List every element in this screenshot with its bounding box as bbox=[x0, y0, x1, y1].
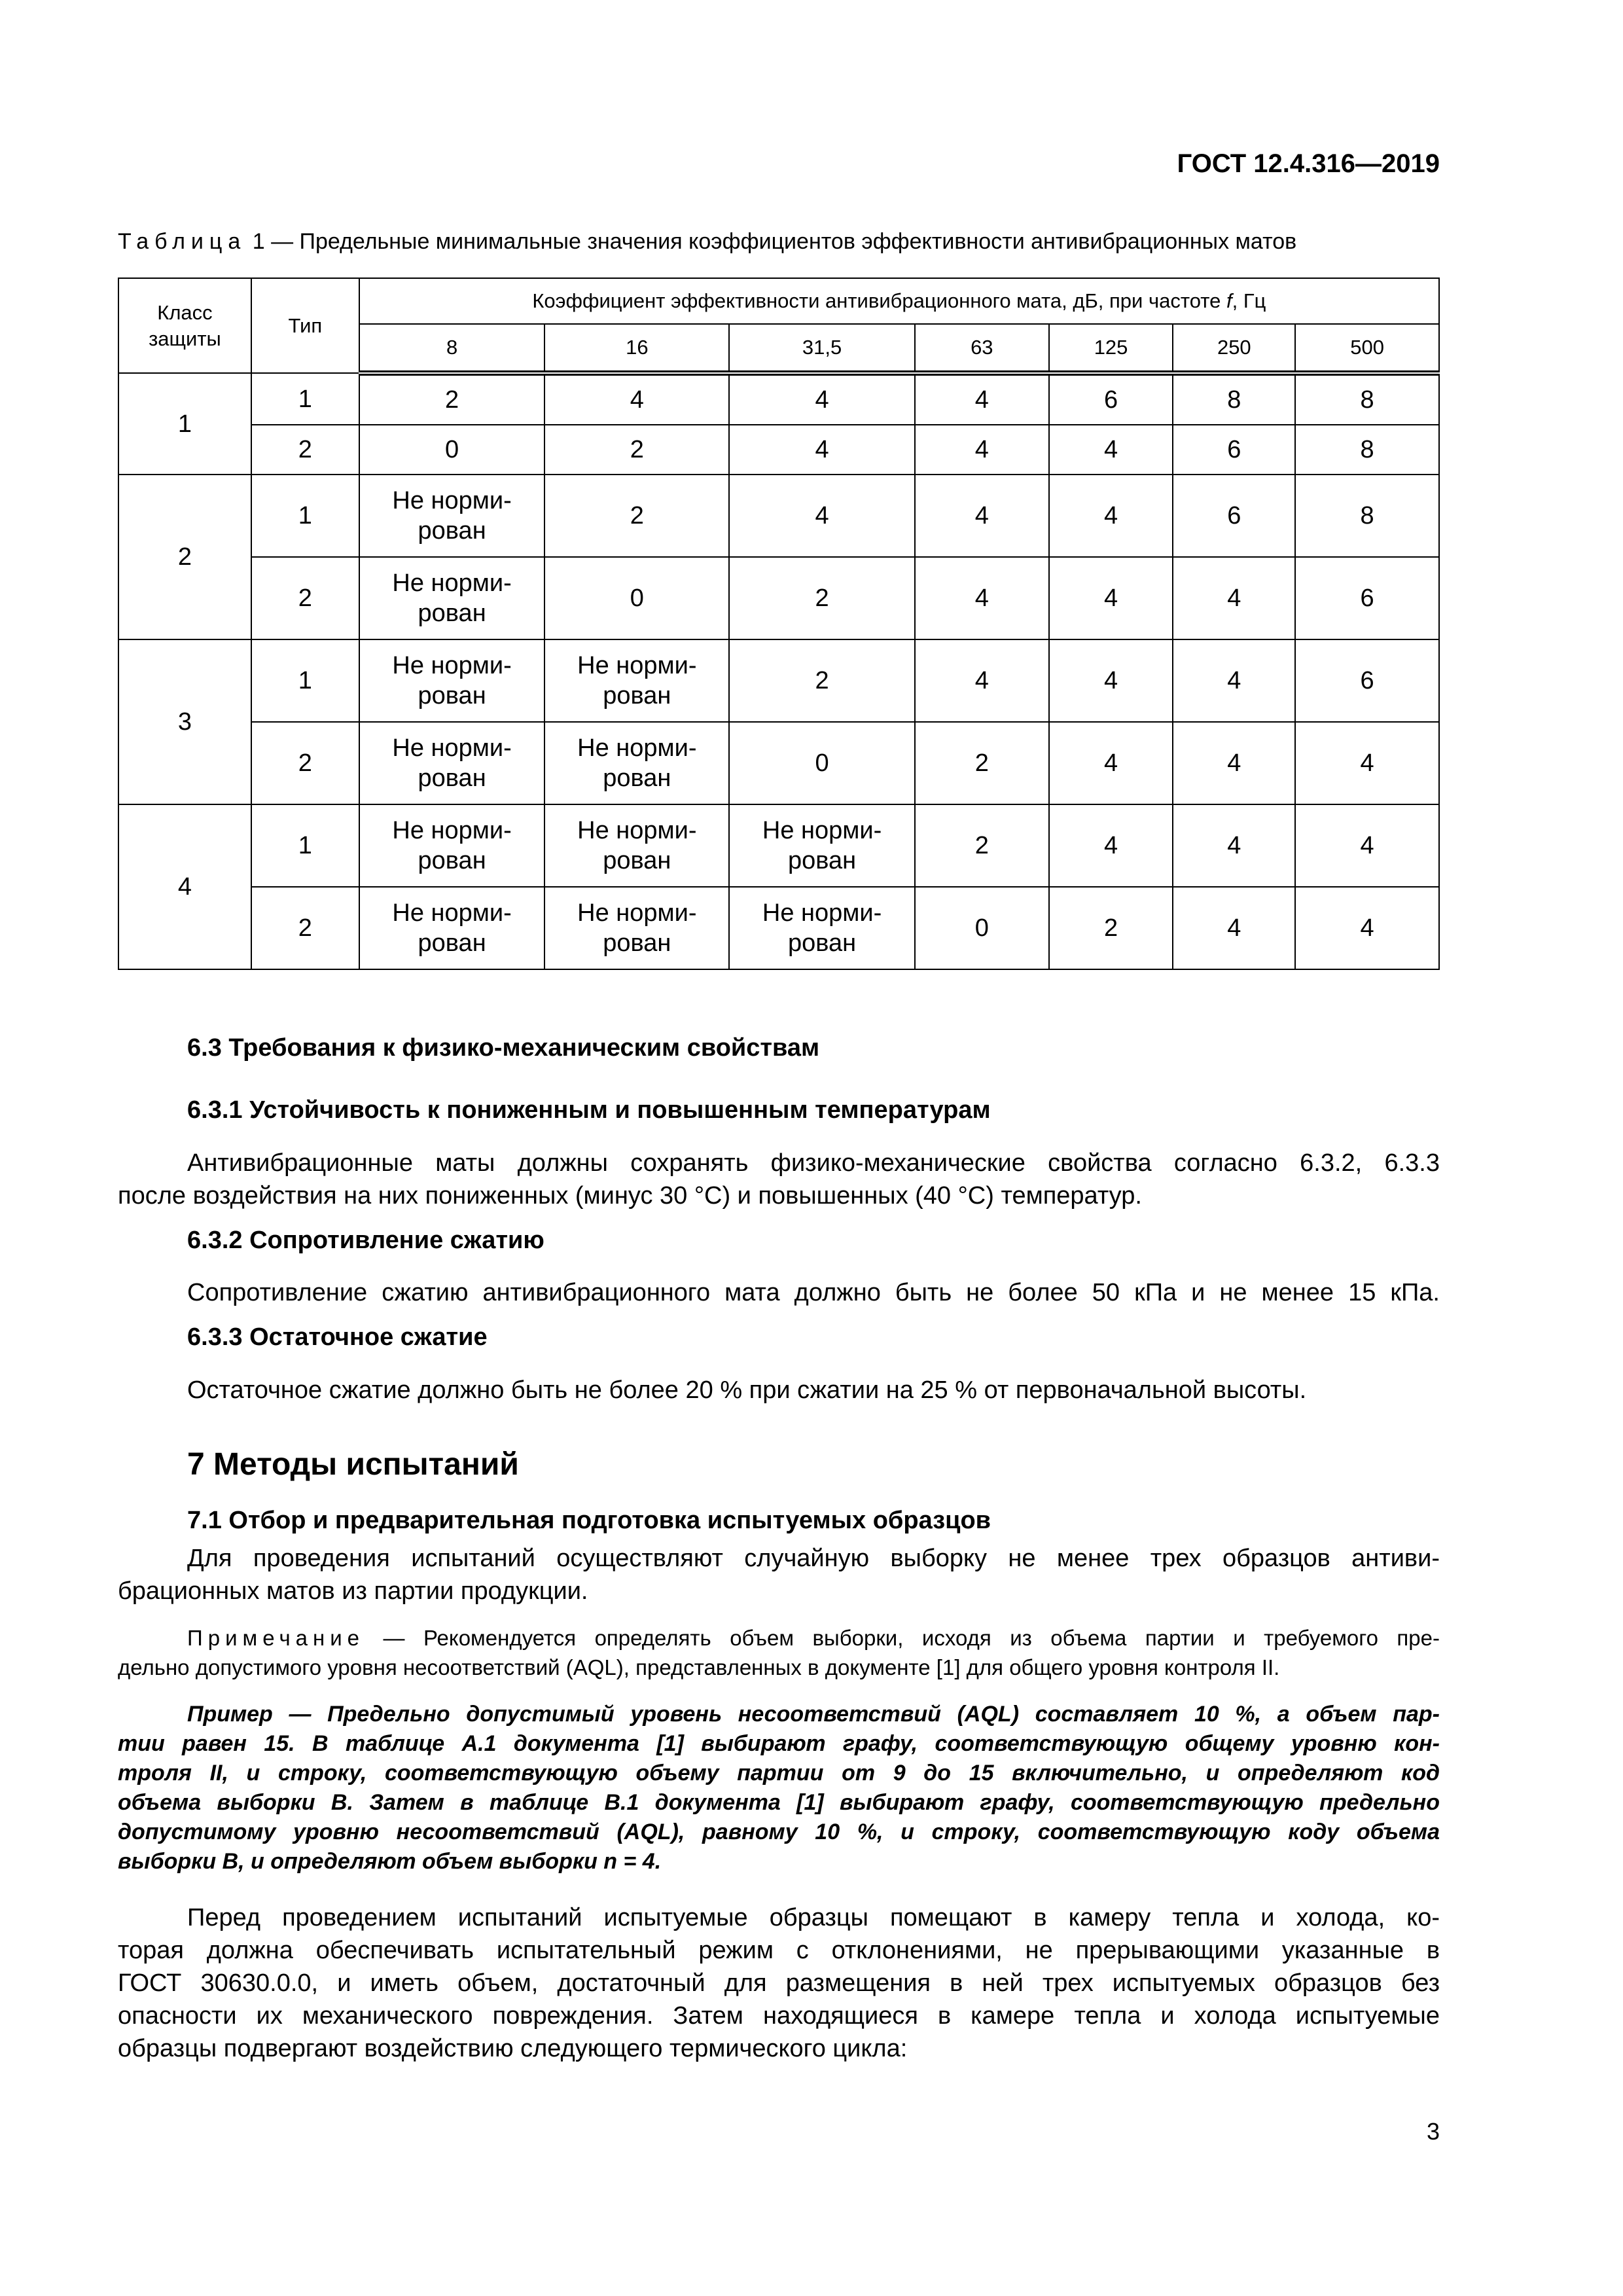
header-group-text: , Гц bbox=[1232, 289, 1266, 312]
value-cell: 4 bbox=[1295, 722, 1439, 804]
type-cell: 2 bbox=[251, 722, 359, 804]
section-6-3-1-title: 6.3.1 Устойчивость к пониженным и повышенным температурам bbox=[187, 1096, 991, 1124]
value-cell: Не норми- рован bbox=[359, 639, 545, 722]
value-cell: 2 bbox=[544, 425, 729, 475]
value-cell: 4 bbox=[1173, 722, 1295, 804]
table-row bbox=[118, 804, 1439, 887]
value-cell: 4 bbox=[915, 475, 1049, 557]
frequency-header: 31,5 bbox=[729, 324, 915, 373]
table-caption-label: Таблица bbox=[118, 229, 247, 254]
header-type: Тип bbox=[251, 278, 359, 373]
text-line: после воздействия на них пониженных (минус 30 °С) и повышенных (40 °С) температур. bbox=[118, 1182, 1142, 1210]
value-cell: 6 bbox=[1049, 373, 1173, 425]
value-cell: 0 bbox=[915, 887, 1049, 969]
class-cell: 4 bbox=[118, 804, 251, 969]
text-line: брационных матов из партии продукции. bbox=[118, 1577, 588, 1605]
text-line: выборки В, и определяют объем выборки n = 4. bbox=[118, 1849, 662, 1874]
value-cell: Не норми- рован bbox=[359, 557, 545, 639]
section-7-1-title: 7.1 Отбор и предварительная подготовка испытуемых образцов bbox=[187, 1507, 991, 1534]
example-block bbox=[118, 1700, 1440, 1876]
header-class: Класс защиты bbox=[118, 278, 251, 373]
section-6-3-3-title: 6.3.3 Остаточное сжатие bbox=[187, 1323, 488, 1351]
document-header-id: ГОСТ 12.4.316—2019 bbox=[1177, 149, 1440, 178]
page-number: 3 bbox=[1426, 2118, 1440, 2145]
value-cell: 4 bbox=[1049, 425, 1173, 475]
value-cell: 6 bbox=[1295, 557, 1439, 639]
table-row bbox=[118, 425, 1439, 475]
text-line: Сопротивление сжатию антивибрационного мата должно быть не более 50 кПа и не менее 15 кПа. bbox=[187, 1279, 1440, 1306]
value-cell: 4 bbox=[1049, 639, 1173, 722]
section-6-3-title: 6.3 Требования к физико-механическим свойствам bbox=[187, 1034, 820, 1062]
class-cell: 1 bbox=[118, 373, 251, 475]
header-group-text: Коэффициент эффективности антивибрационного мата, дБ, при частоте bbox=[532, 289, 1226, 312]
text-line: объема выборки В. Затем в таблице В.1 документа [1] выбирают графу, соответствующую предельно bbox=[118, 1790, 1440, 1815]
text-line: троля II, и строку, соответствующую объему партии от 9 до 15 включительно, и определяют код bbox=[118, 1761, 1440, 1785]
frequency-header: 250 bbox=[1173, 324, 1295, 373]
value-cell: 8 bbox=[1173, 373, 1295, 425]
section-6-3-1-text bbox=[118, 1147, 1440, 1212]
value-cell: 8 bbox=[1295, 373, 1439, 425]
type-cell: 2 bbox=[251, 557, 359, 639]
type-cell: 2 bbox=[251, 425, 359, 475]
value-cell: Не норми- рован bbox=[359, 804, 545, 887]
value-cell: Не норми- рован bbox=[544, 887, 729, 969]
value-cell: Не норми- рован bbox=[729, 887, 915, 969]
final-paragraph bbox=[118, 1901, 1440, 2065]
text-line: Антивибрационные маты должны сохранять физико-механические свойства согласно 6.3.2, 6.3.3 bbox=[187, 1149, 1440, 1177]
section-6-3-2-text bbox=[118, 1276, 1440, 1309]
frequency-header: 63 bbox=[915, 324, 1049, 373]
table-caption bbox=[118, 229, 1296, 255]
value-cell: 2 bbox=[1049, 887, 1173, 969]
type-cell: 1 bbox=[251, 475, 359, 557]
coefficients-table bbox=[118, 278, 1440, 970]
value-cell: 2 bbox=[915, 804, 1049, 887]
value-cell: 4 bbox=[544, 373, 729, 425]
text-line: Пример — Предельно допустимый уровень несоответствий (AQL) составляет 10 %, а объем пар- bbox=[187, 1702, 1440, 1727]
value-cell: 2 bbox=[915, 722, 1049, 804]
value-cell: 2 bbox=[544, 475, 729, 557]
value-cell: 4 bbox=[1049, 475, 1173, 557]
value-cell: 4 bbox=[729, 373, 915, 425]
value-cell: Не норми- рован bbox=[359, 887, 545, 969]
value-cell: 4 bbox=[1049, 722, 1173, 804]
value-cell: 8 bbox=[1295, 425, 1439, 475]
table-row bbox=[118, 557, 1439, 639]
type-cell: 1 bbox=[251, 804, 359, 887]
text-line: Остаточное сжатие должно быть не более 20 % при сжатии на 25 % от первоначальной высоты. bbox=[187, 1376, 1307, 1404]
type-cell: 1 bbox=[251, 373, 359, 425]
value-cell: 4 bbox=[915, 425, 1049, 475]
text-line: Перед проведением испытаний испытуемые образцы помещают в камеру тепла и холода, ко- bbox=[187, 1904, 1440, 1931]
table-row bbox=[118, 639, 1439, 722]
class-cell: 3 bbox=[118, 639, 251, 804]
value-cell: 4 bbox=[729, 425, 915, 475]
value-cell: 4 bbox=[1049, 557, 1173, 639]
note-line: дельно допустимого уровня несоответствий (AQL), представленных в документе [1] для общего уровня контроля II. bbox=[118, 1655, 1280, 1679]
section-7-1-text bbox=[118, 1542, 1440, 1607]
value-cell: 4 bbox=[1173, 887, 1295, 969]
note-block bbox=[118, 1623, 1440, 1682]
header-coefficient-group bbox=[359, 278, 1439, 324]
frequency-symbol: f bbox=[1226, 289, 1232, 312]
value-cell: 2 bbox=[359, 373, 545, 425]
text-line: торая должна обеспечивать испытательный режим с отклонениями, не прерывающими указанные в bbox=[118, 1937, 1440, 1964]
value-cell: 4 bbox=[1295, 804, 1439, 887]
table-row bbox=[118, 475, 1439, 557]
text-line: опасности их механического повреждения. Затем находящиеся в камере тепла и холода испытуемые bbox=[118, 2002, 1440, 2030]
value-cell: 0 bbox=[359, 425, 545, 475]
frequency-header: 8 bbox=[359, 324, 545, 373]
table-caption-text: 1 — Предельные минимальные значения коэффициентов эффективности антивибрационных матов bbox=[246, 229, 1297, 254]
value-cell: 8 bbox=[1295, 475, 1439, 557]
value-cell: 6 bbox=[1295, 639, 1439, 722]
value-cell: 0 bbox=[729, 722, 915, 804]
value-cell: Не норми- рован bbox=[544, 722, 729, 804]
text-line: тии равен 15. В таблице А.1 документа [1] выбирают графу, соответствующую общему уровню кон- bbox=[118, 1731, 1440, 1756]
type-cell: 1 bbox=[251, 639, 359, 722]
value-cell: 4 bbox=[1173, 804, 1295, 887]
note-line bbox=[118, 1623, 1440, 1653]
text-line: образцы подвергают воздействию следующего термического цикла: bbox=[118, 2035, 908, 2062]
note-label: Примечание bbox=[187, 1626, 365, 1650]
value-cell: 4 bbox=[1049, 804, 1173, 887]
text-line: Для проведения испытаний осуществляют случайную выборку не менее трех образцов антиви- bbox=[187, 1545, 1440, 1572]
value-cell: 0 bbox=[544, 557, 729, 639]
section-6-3-3-text bbox=[118, 1374, 1440, 1407]
value-cell: 4 bbox=[915, 373, 1049, 425]
frequency-header: 16 bbox=[544, 324, 729, 373]
frequency-header: 125 bbox=[1049, 324, 1173, 373]
value-cell: 4 bbox=[1173, 557, 1295, 639]
value-cell: Не норми- рован bbox=[359, 722, 545, 804]
table-row bbox=[118, 722, 1439, 804]
note-text: — Рекомендуется определять объем выборки, исходя из объема партии и требуемого пре- bbox=[365, 1626, 1440, 1650]
value-cell: Не норми- рован bbox=[544, 804, 729, 887]
text-line: допустимому уровню несоответствий (AQL), равному 10 %, и строку, соответствующую коду объема bbox=[118, 1820, 1440, 1844]
value-cell: 6 bbox=[1173, 425, 1295, 475]
value-cell: Не норми- рован bbox=[729, 804, 915, 887]
frequency-header: 500 bbox=[1295, 324, 1439, 373]
text-line: ГОСТ 30630.0.0, и иметь объем, достаточный для размещения в ней трех испытуемых образцов без bbox=[118, 1969, 1440, 1997]
value-cell: Не норми- рован bbox=[359, 475, 545, 557]
value-cell: 4 bbox=[1173, 639, 1295, 722]
value-cell: Не норми- рован bbox=[544, 639, 729, 722]
section-6-3-2-title: 6.3.2 Сопротивление сжатию bbox=[187, 1227, 544, 1254]
class-cell: 2 bbox=[118, 475, 251, 639]
value-cell: 4 bbox=[915, 557, 1049, 639]
value-cell: 4 bbox=[915, 639, 1049, 722]
value-cell: 4 bbox=[729, 475, 915, 557]
table-row bbox=[118, 373, 1439, 425]
value-cell: 2 bbox=[729, 639, 915, 722]
section-7-title: 7 Методы испытаний bbox=[187, 1447, 519, 1482]
table-row bbox=[118, 887, 1439, 969]
value-cell: 2 bbox=[729, 557, 915, 639]
value-cell: 6 bbox=[1173, 475, 1295, 557]
type-cell: 2 bbox=[251, 887, 359, 969]
value-cell: 4 bbox=[1295, 887, 1439, 969]
